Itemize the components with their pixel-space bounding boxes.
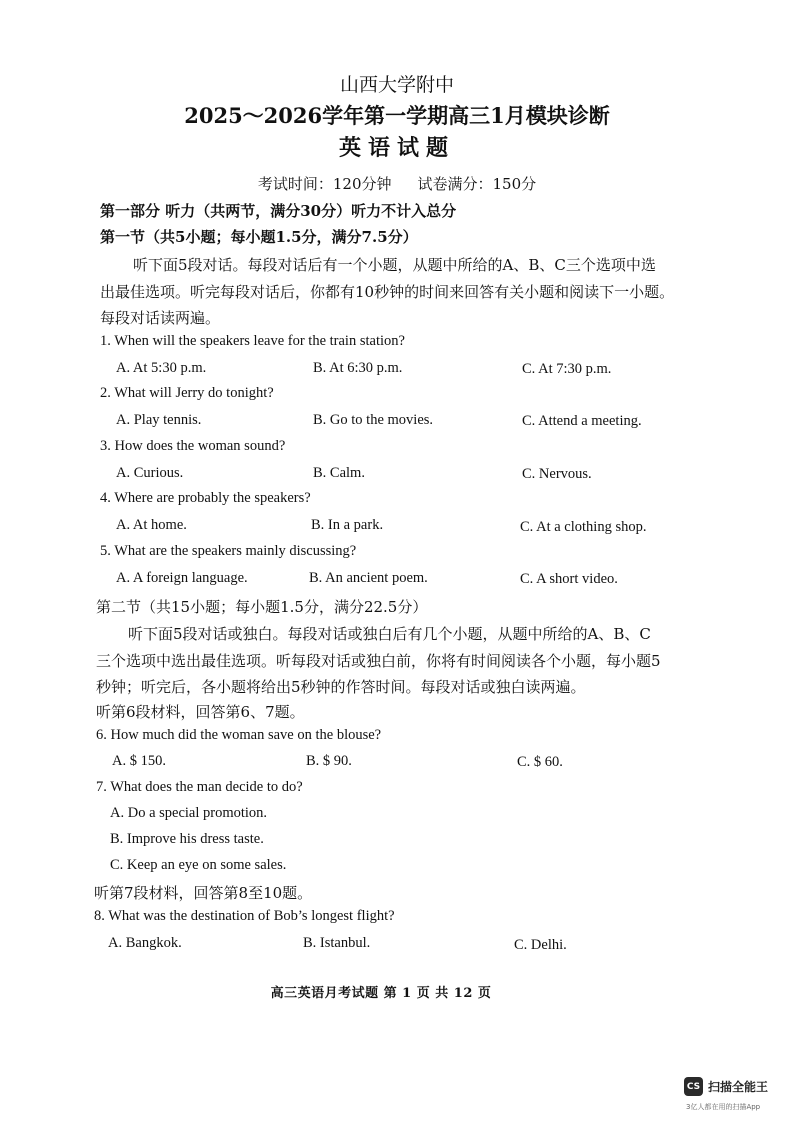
q2-option-a: A. Play tennis. [116,412,202,428]
q3-option-a: A. Curious. [116,465,184,481]
question-3: 3. How does the woman sound? [100,438,286,454]
q4-option-b: B. In a park. [311,517,384,533]
section2-instruction-line: 秒钟；听完后，各小题将给出5秒钟的作答时间。每段对话或独白读两遍。 [96,678,586,696]
q1-option-b: B. At 6:30 p.m. [313,360,403,376]
school-name: 山西大学附中 [339,74,454,96]
q7-option-c: C. Keep an eye on some sales. [110,857,287,873]
section1-instruction-line: 听下面5段对话。每段对话后有一个小题，从题中所给的A、B、C三个选项中选 [133,256,656,274]
q6-option-c: C. $ 60. [517,754,563,770]
q8-option-a: A. Bangkok. [108,935,182,951]
q1-option-c: C. At 7:30 p.m. [522,361,612,377]
section2-instruction-line: 听下面5段对话或独白。每段对话或独白后有几个小题，从题中所给的A、B、C [128,625,651,643]
scanner-app-name: 扫描全能王 [708,1080,769,1094]
q6-option-b: B. $ 90. [306,753,352,769]
question-7: 7. What does the man decide to do? [96,779,303,795]
question-5: 5. What are the speakers mainly discussing? [100,543,357,559]
question-4: 4. Where are probably the speakers? [100,490,311,506]
q3-option-b: B. Calm. [313,465,365,481]
exam-meta [0,173,794,194]
q3-option-c: C. Nervous. [522,466,592,482]
material-6-instruction: 听第6段材料，回答第6、7题。 [96,703,305,721]
q5-option-a: A. A foreign language. [116,570,248,586]
q2-option-b: B. Go to the movies. [313,412,434,428]
q2-option-c: C. Attend a meeting. [522,413,642,429]
subject-title: 英语试题 [338,135,455,161]
q7-option-a: A. Do a special promotion. [110,805,268,821]
q1-option-a: A. At 5:30 p.m. [116,360,207,376]
scanner-tagline: 3亿人都在用的扫描App [686,1103,761,1111]
scanner-watermark [684,1077,768,1096]
q4-option-c: C. At a clothing shop. [520,519,647,535]
part1-title: 第一部分 听力（共两节，满分30分）听力不计入总分 [100,202,457,220]
q5-option-c: C. A short video. [520,571,618,587]
q7-option-b: B. Improve his dress taste. [110,831,264,847]
section1-title: 第一节（共5小题；每小题1.5分，满分7.5分） [100,228,418,246]
section1-instruction-line: 每段对话读两遍。 [100,309,221,327]
section2-instruction-line: 三个选项中选出最佳选项。听每段对话或独白前，你将有时间阅读各个小题，每小题5 [96,652,661,670]
question-2: 2. What will Jerry do tonight? [100,385,274,401]
q8-option-c: C. Delhi. [514,937,567,953]
exam-score: 试卷满分：150分 [417,175,537,193]
question-6: 6. How much did the woman save on the blouse? [96,727,382,743]
section2-title: 第二节（共15小题；每小题1.5分，满分22.5分） [96,598,428,616]
exam-title: 2025～2026学年第一学期高三1月模块诊断 [184,103,610,128]
q5-option-b: B. An ancient poem. [309,570,428,586]
question-1: 1. When will the speakers leave for the train station? [100,333,405,349]
material-7-instruction: 听第7段材料，回答第8至10题。 [94,884,313,902]
q8-option-b: B. Istanbul. [303,935,371,951]
exam-time: 考试时间：120分钟 [257,175,392,193]
q4-option-a: A. At home. [116,517,187,533]
scanner-logo-icon: CS [684,1077,703,1096]
page-footer: 高三英语月考试题 第 1 页 共 12 页 [270,986,492,1001]
question-8: 8. What was the destination of Bob’s longest flight? [94,908,395,924]
q6-option-a: A. $ 150. [112,753,166,769]
section1-instruction-line: 出最佳选项。听完每段对话后，你都有10秒钟的时间来回答有关小题和阅读下一小题。 [100,283,675,301]
